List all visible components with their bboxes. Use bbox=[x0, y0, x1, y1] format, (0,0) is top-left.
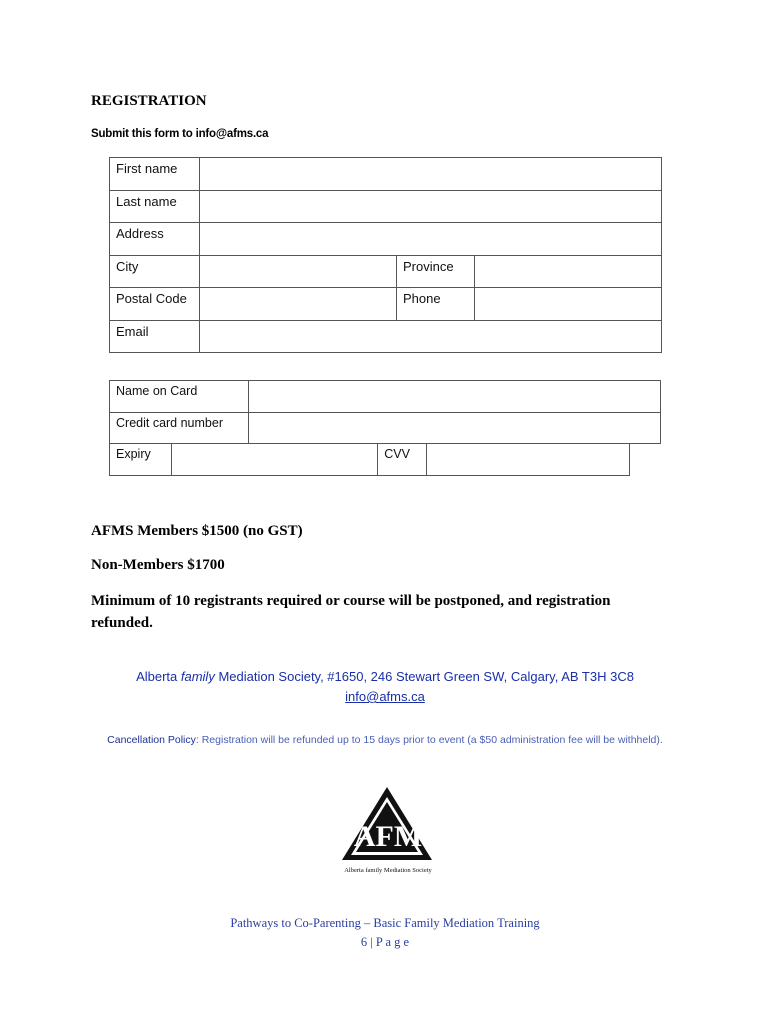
blank-cell bbox=[629, 444, 660, 476]
email-field[interactable] bbox=[200, 320, 662, 353]
personal-info-form bbox=[109, 157, 662, 353]
name-on-card-field[interactable] bbox=[249, 381, 661, 413]
city-field[interactable] bbox=[200, 255, 397, 288]
expiry-field[interactable] bbox=[172, 444, 378, 476]
non-members-price: Non-Members $1700 bbox=[91, 557, 225, 573]
card-number-field[interactable] bbox=[249, 412, 661, 444]
province-field[interactable] bbox=[475, 255, 662, 288]
postal-code-field[interactable] bbox=[200, 288, 397, 321]
last-name-field[interactable] bbox=[200, 190, 662, 223]
card-number-label: Credit card number bbox=[110, 412, 249, 444]
org-name-suffix: Mediation Society, #1650, 246 Stewart Green SW, Calgary, AB T3H 3C8 bbox=[214, 669, 634, 684]
submit-instructions: Submit this form to info@afms.ca bbox=[91, 128, 269, 140]
cvv-field[interactable] bbox=[427, 444, 630, 476]
cancellation-policy-text: : Registration will be refunded up to 15 days prior to event (a $50 administration fee will be withheld). bbox=[195, 734, 663, 746]
postal-code-label: Postal Code bbox=[110, 288, 200, 321]
first-name-label: First name bbox=[110, 158, 200, 191]
payment-form bbox=[109, 380, 661, 476]
organization-address bbox=[0, 669, 770, 684]
phone-field[interactable] bbox=[475, 288, 662, 321]
address-label: Address bbox=[110, 223, 200, 256]
city-label: City bbox=[110, 255, 200, 288]
last-name-label: Last name bbox=[110, 190, 200, 223]
footer-course-title: Pathways to Co-Parenting – Basic Family Mediation Training bbox=[230, 916, 540, 930]
org-name-italic: family bbox=[180, 669, 215, 684]
logo-caption: Alberta family Mediation Society bbox=[344, 867, 432, 874]
email-label: Email bbox=[110, 320, 200, 353]
cvv-label: CVV bbox=[378, 444, 427, 476]
phone-label: Phone bbox=[397, 288, 475, 321]
logo-letters: AFM bbox=[353, 820, 423, 853]
name-on-card-label: Name on Card bbox=[110, 381, 249, 413]
afms-logo bbox=[338, 784, 438, 876]
footer-page-number: 6 | P a g e bbox=[360, 935, 410, 949]
members-price: AFMS Members $1500 (no GST) bbox=[91, 523, 303, 539]
first-name-field[interactable] bbox=[200, 158, 662, 191]
page-title: REGISTRATION bbox=[91, 93, 207, 109]
expiry-label: Expiry bbox=[110, 444, 172, 476]
cancellation-policy-label: Cancellation Policy bbox=[107, 734, 196, 746]
minimum-registrants-note: Minimum of 10 registrants required or course will be postponed, and registration refunded. bbox=[91, 593, 611, 631]
province-label: Province bbox=[397, 255, 475, 288]
cancellation-policy bbox=[100, 732, 670, 749]
org-name-prefix: Alberta bbox=[136, 669, 181, 684]
page-footer bbox=[0, 914, 770, 952]
organization-email-link[interactable]: info@afms.ca bbox=[345, 689, 425, 704]
address-field[interactable] bbox=[200, 223, 662, 256]
